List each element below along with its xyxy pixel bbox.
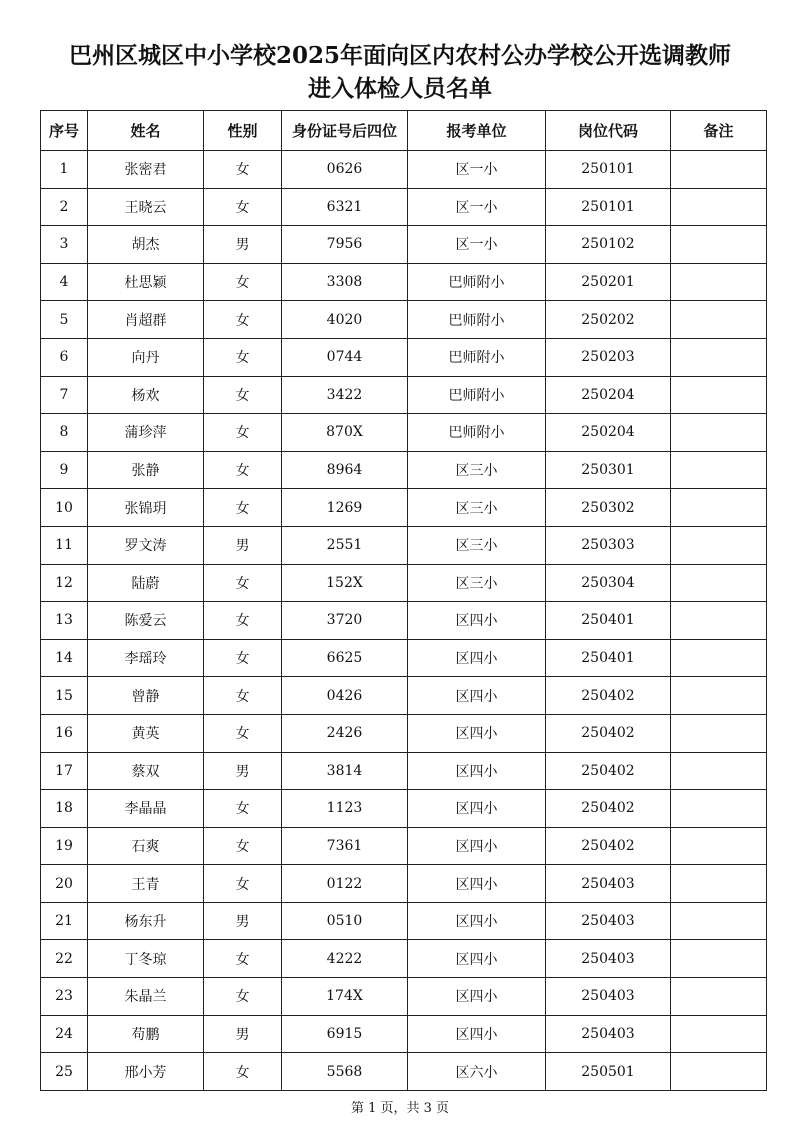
- cell-remarks: [671, 451, 767, 489]
- table-row: [41, 263, 767, 301]
- cell-index: 18: [41, 790, 88, 828]
- cell-id-last-four: 4020: [282, 301, 408, 339]
- cell-school: 区四小: [408, 639, 546, 677]
- header-name: 姓名: [88, 111, 204, 151]
- cell-id-last-four: 0744: [282, 338, 408, 376]
- cell-name: 王晓云: [88, 188, 204, 226]
- cell-remarks: [671, 151, 767, 189]
- table-row: [41, 940, 767, 978]
- cell-index: 14: [41, 639, 88, 677]
- table-header-row: [41, 111, 767, 151]
- cell-name: 黄英: [88, 714, 204, 752]
- cell-id-last-four: 0426: [282, 677, 408, 715]
- header-school: 报考单位: [408, 111, 546, 151]
- cell-post-code: 250402: [546, 790, 671, 828]
- cell-index: 13: [41, 602, 88, 640]
- cell-remarks: [671, 865, 767, 903]
- cell-remarks: [671, 790, 767, 828]
- cell-gender: 女: [204, 414, 282, 452]
- cell-name: 曾静: [88, 677, 204, 715]
- cell-remarks: [671, 940, 767, 978]
- cell-name: 朱晶兰: [88, 978, 204, 1016]
- cell-id-last-four: 2426: [282, 714, 408, 752]
- cell-remarks: [671, 376, 767, 414]
- cell-gender: 女: [204, 263, 282, 301]
- cell-name: 肖超群: [88, 301, 204, 339]
- cell-index: 23: [41, 978, 88, 1016]
- cell-gender: 女: [204, 865, 282, 903]
- cell-gender: 男: [204, 752, 282, 790]
- cell-id-last-four: 870X: [282, 414, 408, 452]
- cell-name: 丁冬琼: [88, 940, 204, 978]
- cell-name: 邢小芳: [88, 1053, 204, 1091]
- cell-index: 17: [41, 752, 88, 790]
- header-id-last-four: 身份证号后四位: [282, 111, 408, 151]
- table-row: [41, 714, 767, 752]
- cell-id-last-four: 7361: [282, 827, 408, 865]
- cell-id-last-four: 3422: [282, 376, 408, 414]
- cell-name: 罗文涛: [88, 526, 204, 564]
- table-row: [41, 827, 767, 865]
- table-row: [41, 226, 767, 264]
- cell-school: 区四小: [408, 865, 546, 903]
- cell-name: 张静: [88, 451, 204, 489]
- cell-post-code: 250203: [546, 338, 671, 376]
- table-row: [41, 414, 767, 452]
- cell-name: 胡杰: [88, 226, 204, 264]
- table-row: [41, 338, 767, 376]
- header-remarks: 备注: [671, 111, 767, 151]
- cell-remarks: [671, 1015, 767, 1053]
- cell-gender: 女: [204, 376, 282, 414]
- cell-gender: 女: [204, 1053, 282, 1091]
- cell-index: 15: [41, 677, 88, 715]
- table-row: [41, 790, 767, 828]
- roster-table: [40, 110, 767, 1091]
- cell-id-last-four: 6321: [282, 188, 408, 226]
- cell-post-code: 250101: [546, 151, 671, 189]
- cell-index: 10: [41, 489, 88, 527]
- cell-id-last-four: 6625: [282, 639, 408, 677]
- cell-name: 王青: [88, 865, 204, 903]
- cell-name: 蔡双: [88, 752, 204, 790]
- cell-post-code: 250102: [546, 226, 671, 264]
- cell-gender: 女: [204, 451, 282, 489]
- cell-remarks: [671, 752, 767, 790]
- cell-school: 区四小: [408, 602, 546, 640]
- cell-school: 巴师附小: [408, 301, 546, 339]
- cell-name: 向丹: [88, 338, 204, 376]
- cell-post-code: 250501: [546, 1053, 671, 1091]
- cell-id-last-four: 0122: [282, 865, 408, 903]
- cell-post-code: 250402: [546, 714, 671, 752]
- cell-school: 区四小: [408, 827, 546, 865]
- cell-name: 杨东升: [88, 902, 204, 940]
- cell-post-code: 250303: [546, 526, 671, 564]
- table-row: [41, 151, 767, 189]
- table-row: [41, 602, 767, 640]
- page-number: 第 1 页，共 3 页: [350, 1101, 450, 1116]
- cell-id-last-four: 2551: [282, 526, 408, 564]
- cell-gender: 女: [204, 827, 282, 865]
- cell-id-last-four: 0626: [282, 151, 408, 189]
- table-row: [41, 639, 767, 677]
- cell-school: 区三小: [408, 526, 546, 564]
- cell-gender: 男: [204, 526, 282, 564]
- cell-id-last-four: 174X: [282, 978, 408, 1016]
- cell-id-last-four: 3720: [282, 602, 408, 640]
- cell-index: 16: [41, 714, 88, 752]
- cell-index: 11: [41, 526, 88, 564]
- table-row: [41, 1053, 767, 1091]
- cell-remarks: [671, 301, 767, 339]
- cell-id-last-four: 5568: [282, 1053, 408, 1091]
- cell-post-code: 250403: [546, 940, 671, 978]
- cell-gender: 女: [204, 338, 282, 376]
- cell-id-last-four: 3814: [282, 752, 408, 790]
- cell-post-code: 250402: [546, 677, 671, 715]
- cell-gender: 女: [204, 639, 282, 677]
- table-row: [41, 902, 767, 940]
- cell-name: 李晶晶: [88, 790, 204, 828]
- cell-post-code: 250403: [546, 978, 671, 1016]
- cell-gender: 女: [204, 978, 282, 1016]
- cell-school: 巴师附小: [408, 414, 546, 452]
- table-row: [41, 301, 767, 339]
- document-title-line2: 进入体检人员名单: [308, 75, 492, 102]
- cell-index: 20: [41, 865, 88, 903]
- cell-id-last-four: 4222: [282, 940, 408, 978]
- cell-index: 7: [41, 376, 88, 414]
- table-row: [41, 451, 767, 489]
- cell-gender: 女: [204, 489, 282, 527]
- cell-name: 杜思颖: [88, 263, 204, 301]
- cell-school: 区一小: [408, 151, 546, 189]
- table-row: [41, 489, 767, 527]
- cell-gender: 男: [204, 1015, 282, 1053]
- cell-school: 区四小: [408, 1015, 546, 1053]
- cell-name: 张锦玥: [88, 489, 204, 527]
- cell-index: 21: [41, 902, 88, 940]
- cell-remarks: [671, 714, 767, 752]
- cell-post-code: 250202: [546, 301, 671, 339]
- cell-post-code: 250401: [546, 639, 671, 677]
- cell-name: 陆蔚: [88, 564, 204, 602]
- table-row: [41, 1015, 767, 1053]
- cell-index: 12: [41, 564, 88, 602]
- cell-remarks: [671, 526, 767, 564]
- cell-school: 区四小: [408, 940, 546, 978]
- cell-id-last-four: 0510: [282, 902, 408, 940]
- cell-index: 25: [41, 1053, 88, 1091]
- cell-school: 区四小: [408, 752, 546, 790]
- cell-school: 区四小: [408, 902, 546, 940]
- cell-post-code: 250402: [546, 827, 671, 865]
- cell-remarks: [671, 338, 767, 376]
- cell-name: 杨欢: [88, 376, 204, 414]
- cell-school: 区四小: [408, 978, 546, 1016]
- cell-gender: 女: [204, 790, 282, 828]
- cell-index: 2: [41, 188, 88, 226]
- cell-school: 区一小: [408, 226, 546, 264]
- table-row: [41, 752, 767, 790]
- table-row: [41, 376, 767, 414]
- document-title-line1: 巴州区城区中小学校2025年面向区内农村公办学校公开选调教师: [68, 42, 731, 69]
- cell-remarks: [671, 414, 767, 452]
- cell-index: 6: [41, 338, 88, 376]
- cell-gender: 女: [204, 677, 282, 715]
- cell-gender: 女: [204, 151, 282, 189]
- cell-remarks: [671, 602, 767, 640]
- header-gender: 性别: [204, 111, 282, 151]
- cell-post-code: 250201: [546, 263, 671, 301]
- cell-post-code: 250403: [546, 1015, 671, 1053]
- table-row: [41, 564, 767, 602]
- cell-school: 区四小: [408, 677, 546, 715]
- cell-index: 8: [41, 414, 88, 452]
- cell-school: 区六小: [408, 1053, 546, 1091]
- cell-school: 区三小: [408, 564, 546, 602]
- cell-school: 区四小: [408, 714, 546, 752]
- cell-index: 9: [41, 451, 88, 489]
- table-row: [41, 526, 767, 564]
- cell-id-last-four: 1269: [282, 489, 408, 527]
- cell-name: 蒲珍萍: [88, 414, 204, 452]
- cell-index: 19: [41, 827, 88, 865]
- cell-gender: 女: [204, 564, 282, 602]
- cell-remarks: [671, 564, 767, 602]
- header-index: 序号: [41, 111, 88, 151]
- cell-index: 5: [41, 301, 88, 339]
- cell-id-last-four: 8964: [282, 451, 408, 489]
- cell-post-code: 250101: [546, 188, 671, 226]
- cell-name: 李瑶玲: [88, 639, 204, 677]
- cell-remarks: [671, 1053, 767, 1091]
- cell-gender: 女: [204, 301, 282, 339]
- table-row: [41, 865, 767, 903]
- cell-index: 3: [41, 226, 88, 264]
- table-row: [41, 188, 767, 226]
- cell-index: 1: [41, 151, 88, 189]
- cell-school: 巴师附小: [408, 263, 546, 301]
- cell-index: 22: [41, 940, 88, 978]
- cell-remarks: [671, 489, 767, 527]
- cell-post-code: 250402: [546, 752, 671, 790]
- cell-school: 区四小: [408, 790, 546, 828]
- cell-school: 区三小: [408, 451, 546, 489]
- cell-remarks: [671, 978, 767, 1016]
- cell-school: 区三小: [408, 489, 546, 527]
- cell-post-code: 250403: [546, 902, 671, 940]
- cell-name: 石爽: [88, 827, 204, 865]
- cell-id-last-four: 3308: [282, 263, 408, 301]
- table-row: [41, 677, 767, 715]
- cell-remarks: [671, 902, 767, 940]
- cell-id-last-four: 6915: [282, 1015, 408, 1053]
- header-post-code: 岗位代码: [546, 111, 671, 151]
- cell-remarks: [671, 639, 767, 677]
- table-body: [41, 151, 767, 1091]
- cell-gender: 女: [204, 602, 282, 640]
- cell-remarks: [671, 226, 767, 264]
- cell-id-last-four: 7956: [282, 226, 408, 264]
- cell-post-code: 250204: [546, 376, 671, 414]
- cell-remarks: [671, 827, 767, 865]
- cell-post-code: 250403: [546, 865, 671, 903]
- cell-name: 苟鹏: [88, 1015, 204, 1053]
- cell-index: 4: [41, 263, 88, 301]
- cell-id-last-four: 152X: [282, 564, 408, 602]
- cell-post-code: 250401: [546, 602, 671, 640]
- cell-post-code: 250301: [546, 451, 671, 489]
- cell-post-code: 250304: [546, 564, 671, 602]
- cell-name: 张密君: [88, 151, 204, 189]
- cell-post-code: 250204: [546, 414, 671, 452]
- cell-id-last-four: 1123: [282, 790, 408, 828]
- cell-gender: 男: [204, 902, 282, 940]
- cell-gender: 女: [204, 714, 282, 752]
- cell-post-code: 250302: [546, 489, 671, 527]
- cell-gender: 女: [204, 940, 282, 978]
- cell-remarks: [671, 677, 767, 715]
- cell-gender: 男: [204, 226, 282, 264]
- cell-school: 区一小: [408, 188, 546, 226]
- cell-remarks: [671, 188, 767, 226]
- cell-remarks: [671, 263, 767, 301]
- cell-school: 巴师附小: [408, 376, 546, 414]
- table-row: [41, 978, 767, 1016]
- cell-school: 巴师附小: [408, 338, 546, 376]
- cell-name: 陈爱云: [88, 602, 204, 640]
- cell-gender: 女: [204, 188, 282, 226]
- cell-index: 24: [41, 1015, 88, 1053]
